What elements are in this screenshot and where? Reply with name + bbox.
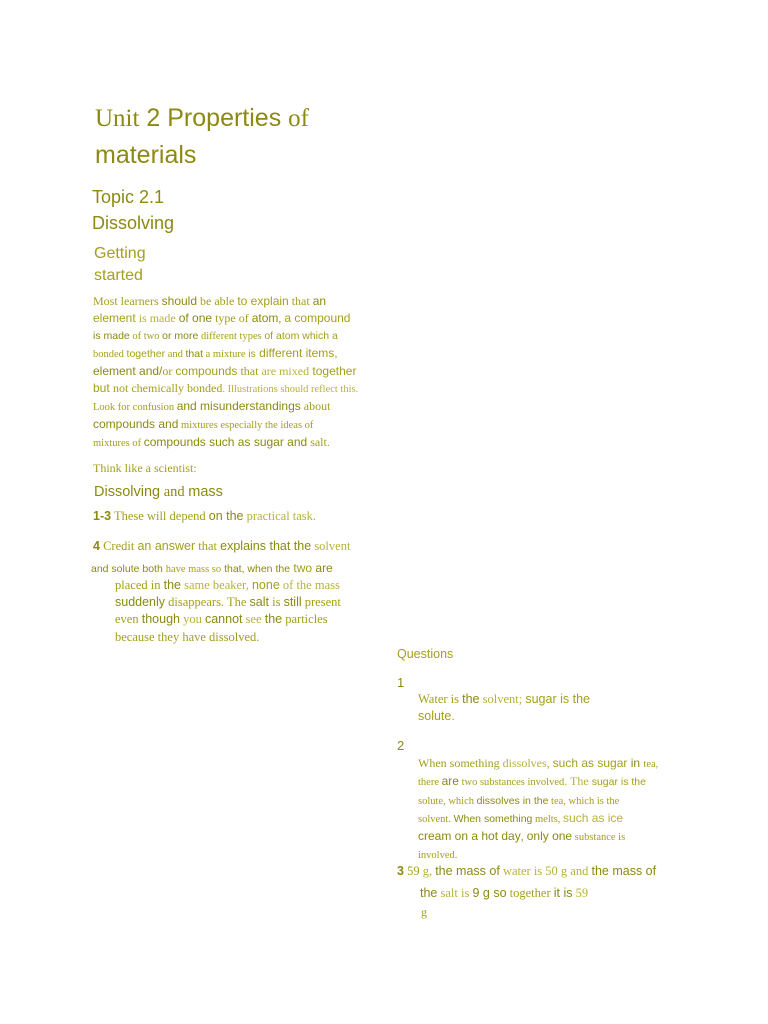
question-text: water is 50 g and [499, 864, 592, 878]
intro-text: and misunderstandings [176, 399, 301, 413]
intro-text: type of [212, 311, 252, 325]
intro-text: of two [129, 331, 163, 342]
answer-4-continuation [91, 560, 361, 578]
topic-name: Dissolving [92, 213, 175, 233]
question-1-number: 1 [397, 675, 405, 690]
answer-text: two [290, 561, 316, 575]
question-text: there [418, 777, 442, 789]
question-text: the [420, 886, 438, 900]
intro-text: different types [198, 331, 265, 342]
question-text: together [506, 886, 554, 900]
question-text: When something [453, 812, 533, 825]
answer-text: that, [221, 563, 248, 575]
answer-text: see [242, 612, 265, 627]
question-3-unit: g [421, 905, 427, 919]
answer-text: have mass so [165, 564, 222, 575]
answer-text: These will depend [111, 509, 209, 523]
question-text: 59 [572, 886, 589, 900]
answer-text: explains that the [220, 539, 312, 553]
unit-title-word-properties: 2 Properties [146, 104, 282, 132]
intro-text: to explain [237, 294, 289, 308]
answer-text: is [268, 595, 284, 610]
unit-title [95, 100, 355, 173]
section-heading-dissolving-mass [94, 483, 223, 501]
intro-text: is made [93, 330, 130, 342]
intro-text: be able [197, 294, 238, 308]
intro-text: mixtures of [93, 438, 144, 449]
question-text: dissolves, [502, 756, 553, 770]
question-text: solute. [418, 709, 455, 723]
intro-text: atom [251, 311, 279, 325]
unit-title-word-of: of [288, 105, 309, 132]
answer-text: the [163, 578, 181, 592]
intro-text: of atom which a [264, 330, 338, 342]
question-text: tea, [643, 759, 659, 770]
intro-text: that [185, 348, 204, 360]
intro-text: together [126, 348, 166, 360]
answer-text: placed in [115, 578, 164, 592]
answer-text: particles [282, 612, 328, 627]
question-text: in [627, 756, 644, 770]
intro-text: . Illustrations should reflect this. [222, 384, 359, 395]
question-text: only one [526, 829, 573, 844]
intro-text: an [312, 294, 327, 308]
answer-text: suddenly [115, 595, 166, 610]
question-text: dissolves in the [476, 794, 549, 807]
answer-text: practical task. [243, 509, 317, 523]
intro-text: compounds such as sugar and [143, 435, 308, 449]
intro-text: that [237, 364, 262, 378]
question-text: such as ice [563, 810, 624, 825]
answer-text: still [283, 595, 302, 610]
answer-number: 1-3 [93, 509, 112, 523]
answer-text: same beaker, [180, 578, 252, 592]
answer-text: the [264, 612, 283, 627]
question-text: g, [422, 864, 436, 878]
question-text: solute, which [418, 795, 477, 807]
answer-text: cannot [204, 612, 243, 627]
think-like-scientist-label: Think like a scientist: [93, 461, 197, 475]
intro-text: is [248, 348, 256, 360]
intro-text: compounds and [93, 417, 179, 431]
intro-text: compounds [175, 364, 238, 378]
getting-started-line2: started [94, 267, 143, 284]
intro-text: , [278, 311, 285, 325]
intro-text: different items, [255, 346, 338, 360]
intro-text: element and/ [93, 364, 163, 378]
section-heading-word: and [160, 484, 189, 500]
question-text: the mass of [435, 864, 500, 878]
question-text: two substances involved [458, 777, 565, 789]
questions-heading: Questions [397, 647, 454, 661]
question-text: sugar is the [525, 692, 590, 706]
intro-text: of one [178, 311, 213, 325]
question-text: solvent; [479, 692, 526, 706]
intro-text: element [93, 311, 136, 325]
intro-paragraph [93, 293, 368, 452]
answer-text: you [179, 612, 205, 627]
unit-title-word-materials: materials [95, 141, 197, 169]
answer-text: disappears. The [165, 595, 250, 610]
section-heading-word: mass [188, 484, 223, 500]
question-text: are [441, 774, 459, 789]
intro-text: are mixed [261, 364, 310, 378]
getting-started-line1: Getting [94, 245, 146, 262]
answer-text: salt [249, 595, 269, 610]
intro-text: Most learners [93, 294, 162, 308]
answer-text: of the mass [279, 578, 340, 592]
intro-text: bonded [93, 349, 127, 360]
answer-text: solvent [311, 539, 351, 553]
answer-text: Credit [99, 539, 138, 553]
intro-text: and [165, 349, 186, 360]
unit-title-word-unit: Unit [95, 105, 140, 132]
topic-title [92, 184, 292, 236]
answer-text: because they have dissolved. [115, 629, 260, 644]
question-text: cream on a hot day [418, 829, 521, 844]
question-text: salt is [437, 886, 473, 900]
question-2-number: 2 [397, 738, 405, 753]
answer-text: none [251, 578, 280, 592]
question-2-answer [418, 755, 663, 865]
intro-text: about [300, 399, 331, 413]
question-text: tea, which is the [548, 795, 620, 807]
question-text: 9 g so [472, 886, 507, 900]
question-text: involved. [418, 850, 458, 862]
intro-text: a compound [284, 311, 351, 325]
intro-text: should [161, 294, 198, 308]
question-text: When something [418, 756, 503, 770]
question-text: substance is [572, 832, 626, 844]
intro-text: that [288, 294, 313, 308]
answer-1-3 [93, 508, 353, 525]
question-3-continuation [420, 884, 620, 902]
answer-text: though [141, 612, 180, 627]
answer-text: an answer [137, 539, 196, 553]
section-heading-word: Dissolving [94, 484, 161, 500]
question-text: the mass of [591, 864, 657, 878]
question-text: solvent. [418, 813, 454, 825]
answer-text: when the [247, 563, 291, 575]
intro-text: together [309, 364, 357, 378]
answer-text: are [315, 561, 333, 575]
answer-text: even [115, 612, 142, 627]
answer-number: 4 [93, 539, 100, 553]
intro-text: a mixture [203, 349, 249, 360]
intro-text: mixtures especially the ideas of [178, 420, 314, 431]
question-text: . The [564, 774, 592, 789]
question-3-answer [397, 862, 672, 880]
answer-4-body [115, 577, 360, 646]
question-text: , [520, 829, 527, 844]
question-3-number: 3 [397, 864, 404, 878]
answer-text: present [301, 595, 341, 610]
answer-text: on the [208, 509, 244, 523]
question-text: Water is [418, 692, 463, 706]
intro-text: or [162, 364, 176, 378]
question-text: 59 [403, 864, 423, 878]
intro-text: salt. [307, 435, 330, 449]
getting-started-heading [94, 243, 214, 287]
question-text: the [462, 692, 480, 706]
question-text: such as sugar [552, 756, 628, 770]
answer-4 [93, 538, 358, 555]
intro-text: not chemically bonded [113, 381, 223, 395]
question-text: sugar is the [591, 776, 646, 789]
answer-text: and solute both [91, 563, 166, 575]
topic-number: Topic 2.1 [92, 187, 165, 207]
intro-text: but [93, 381, 114, 395]
question-text: it is [553, 886, 573, 900]
intro-text: or more [162, 330, 199, 342]
intro-text: is made [135, 311, 179, 325]
answer-text: that [195, 539, 221, 553]
question-text: melts, [532, 813, 564, 825]
intro-text: Look for confusion [93, 402, 177, 413]
question-1-answer [418, 691, 663, 725]
